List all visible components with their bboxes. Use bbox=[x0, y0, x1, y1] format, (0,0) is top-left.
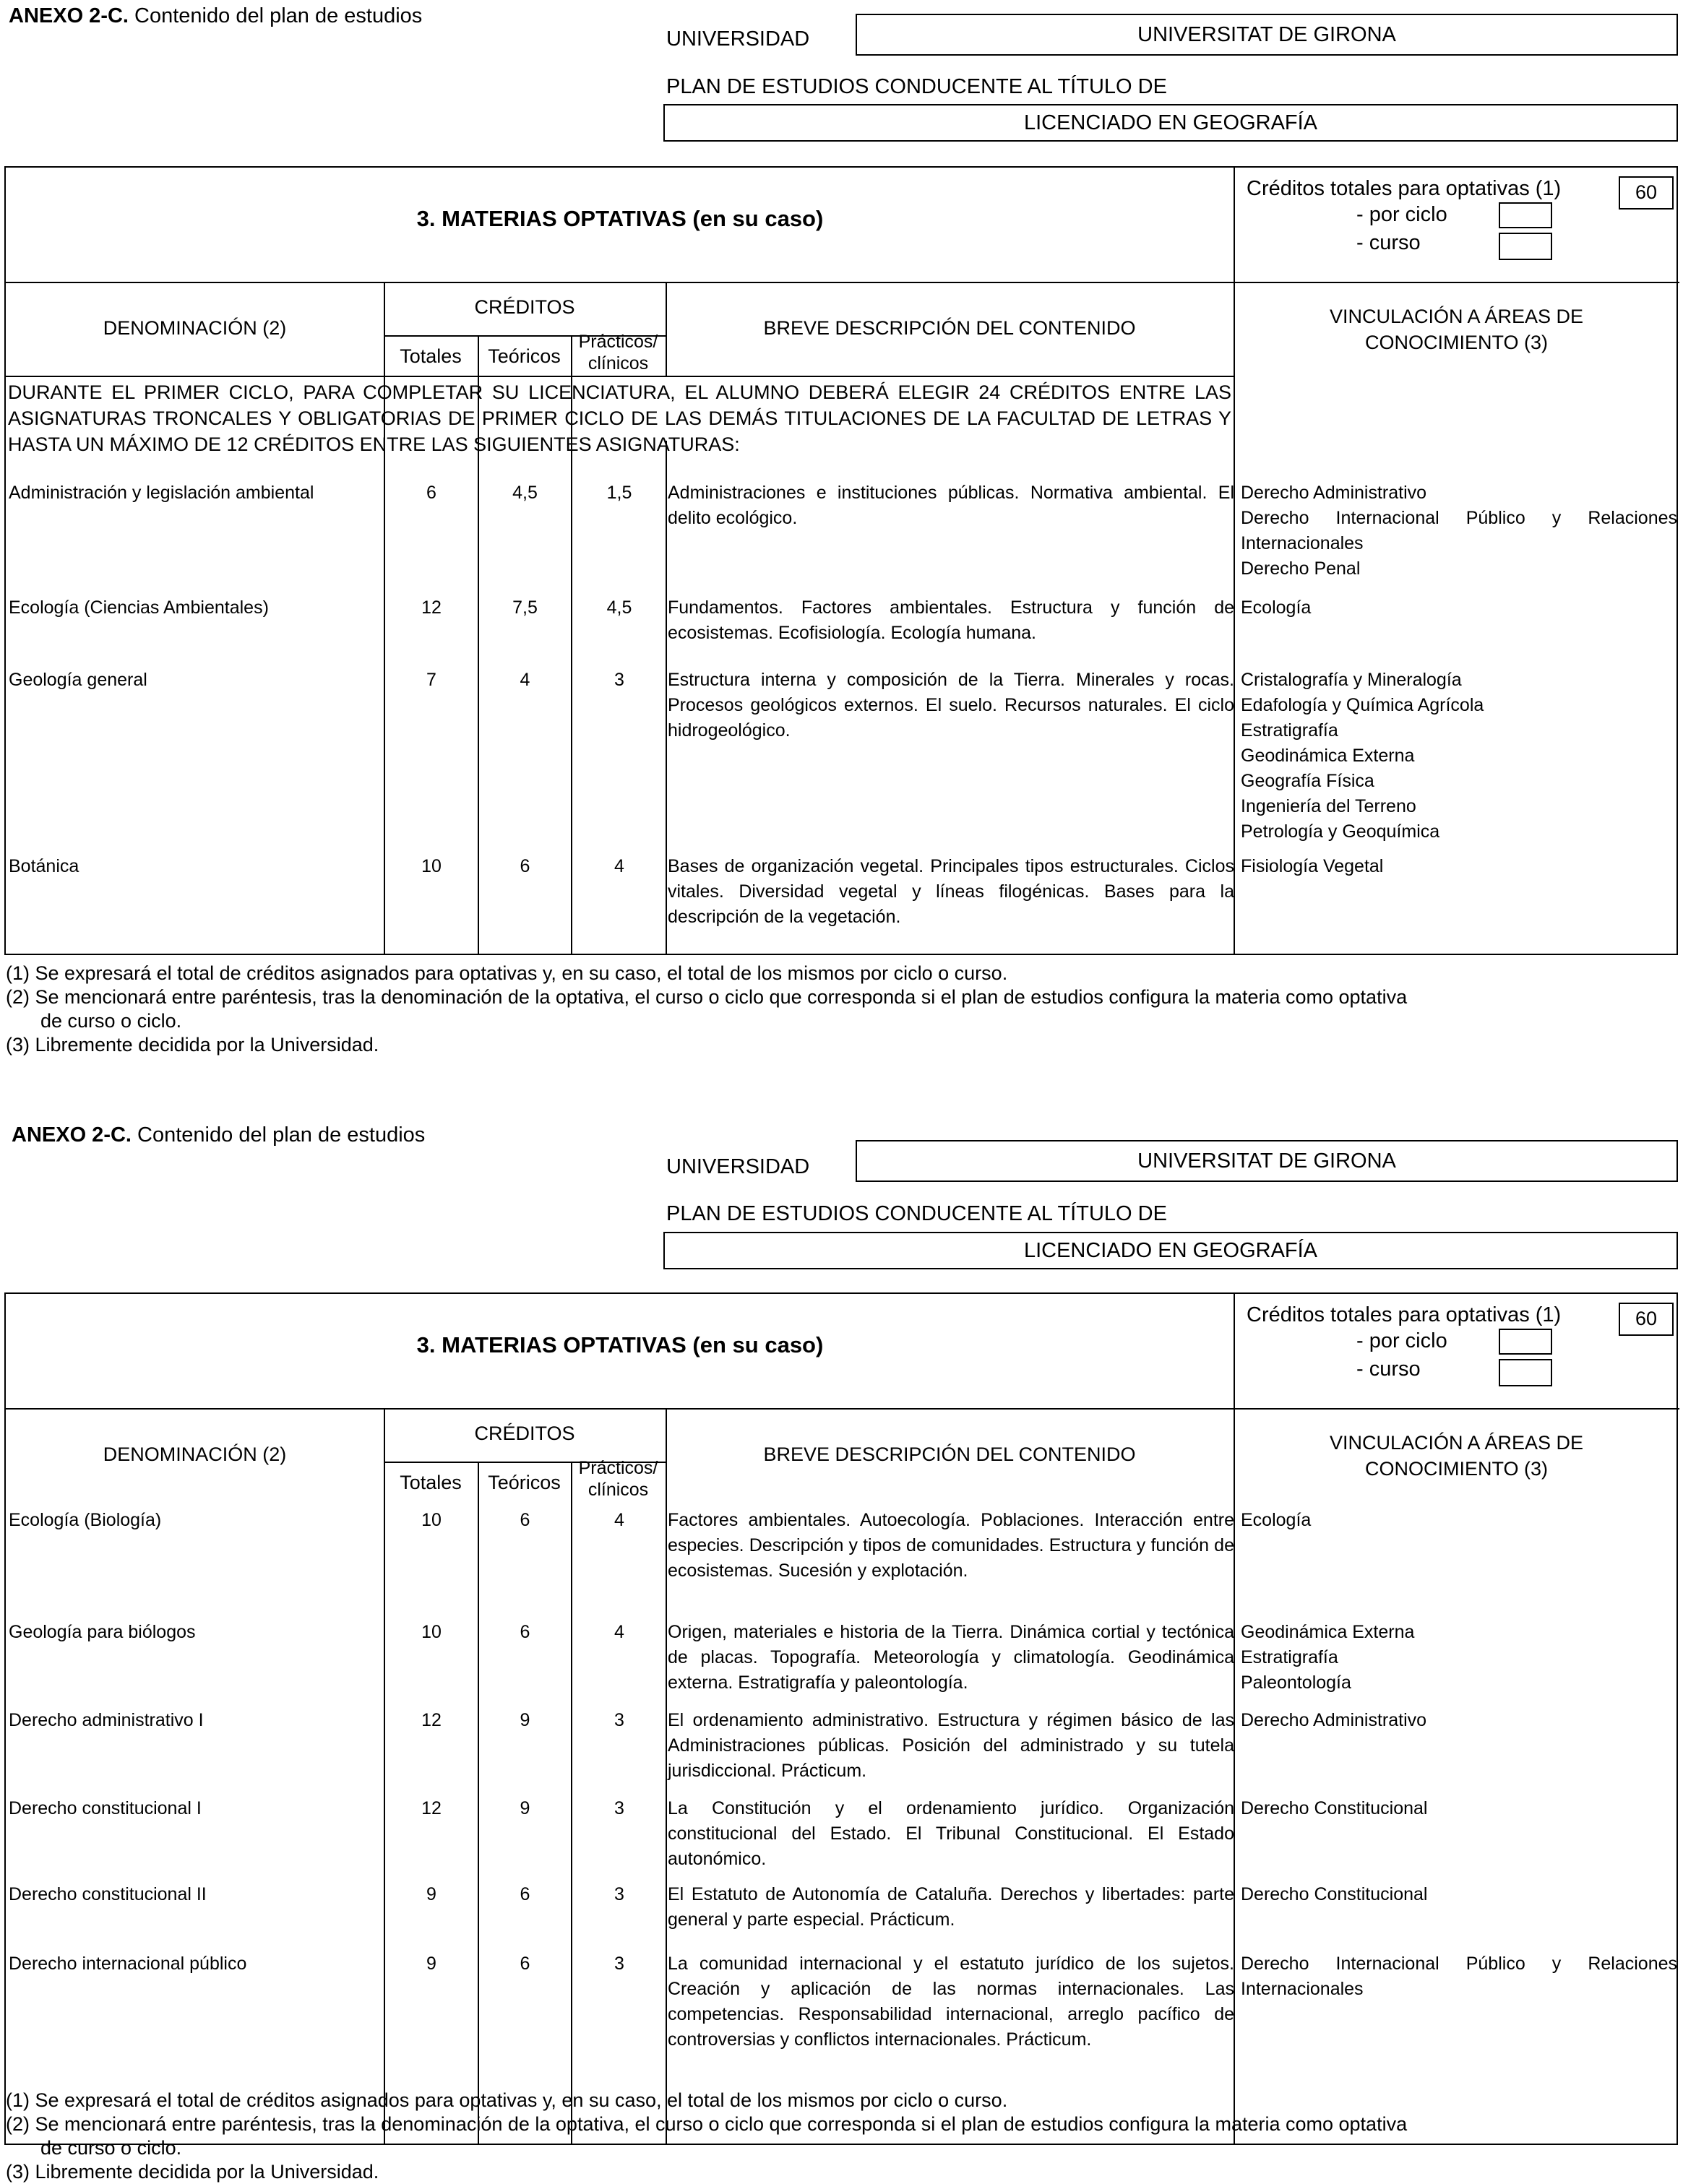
header-vinculacion: VINCULACIÓN A ÁREAS DE CONOCIMIENTO (3) bbox=[1329, 306, 1584, 353]
header-creditos: CRÉDITOS bbox=[474, 296, 575, 318]
page-2 bbox=[0, 1090, 1683, 2183]
intro-text: DURANTE EL PRIMER CICLO, PARA COMPLETAR SU LICENCIATURA, EL ALUMNO DEBERÁ ELEGIR 24 CRÉDITOS ENTRE LAS ASIGNATURAS TRONCALES Y OBLIGATORIAS DE PRIMER CICLO DE LAS DEMÁS TITULACIONES DE LA FACULTAD DE LETRAS Y HASTA UN MÁXIMO DE 12 CRÉDITOS ENTRE LAS SIGUIENTES ASIGNATURAS: bbox=[8, 381, 1231, 455]
per-course-box bbox=[1499, 1359, 1552, 1386]
header-teoricos: Teóricos bbox=[488, 345, 561, 367]
total-credits-value: 60 bbox=[1619, 1303, 1674, 1336]
header-practicos: Prácticos/ clínicos bbox=[578, 1458, 658, 1500]
page-1 bbox=[0, 0, 1683, 1090]
header-totales: Totales bbox=[400, 1472, 462, 1493]
header-breve: BREVE DESCRIPCIÓN DEL CONTENIDO bbox=[763, 317, 1136, 339]
courses-table: 3. MATERIAS OPTATIVAS (en su caso) Créditos totales para optativas (1) - por ciclo - curso 60 DENOMINACIÓN (2) CRÉDITOS Totales Teóricos Prácticos/ clínicos BREVE DESCRIPCIÓN DEL CONTENIDO VINCULACIÓN A ÁREAS DE CONOCIMIENTO (3) Ecología (Biología) 10 6 4 Factores ambientales. Autoecología. Poblaciones. Interacción entre especies. Descripción y tipos de comunidades. Estructura y función de ecosistemas. Sucesión y explotación. Ecología Geología para biólogos 10 6 4 Origen, materiales e historia de la Tierra. Dinámica cortial y tectónica de placas. Topografía. Meteorología y climatología. Geodinámica externa. Estratigrafía y paleontología. Geodinámica Externa Estratigrafía Paleontología Derecho administrativo I 12 9 3 El ordenamiento administrativo. Estructura y régimen básico de las Administraciones públicas. Posición del administrado y su tutela jurisdiccional. Prácticum. Derecho Administrativo Derecho constitucional I 12 9 3 La Constitución y el ordenamiento jurídico. Organización constitucional del Estado. El Tribunal Constitucional. El Estado autonómico. Derecho Constitucional Derecho constitucional II 9 6 3 El Estatuto de Autonomía de Cataluña. Derechos y libertades: parte general y parte especial. Prácticum. Derecho Constitucional Derecho internacional público 9 6 3 La comunidad internacional y el estatuto jurídico de los sujetos. Creación y aplicación de las normas internacionales. Las competencias. Responsabilidad internacional, arreglo pacífico de controversias y conflictos internacionales. Prácticum. Derecho Internacional Público y Relaciones Internacionales bbox=[4, 1292, 1678, 2145]
header-creditos: CRÉDITOS bbox=[474, 1423, 575, 1444]
header-vinculacion: VINCULACIÓN A ÁREAS DE CONOCIMIENTO (3) bbox=[1329, 1432, 1584, 1480]
plan-label: PLAN DE ESTUDIOS CONDUCENTE AL TÍTULO DE bbox=[666, 1202, 1167, 1225]
footnotes: (1) Se expresará el total de créditos asignados para optativas y, en su caso, el total de los mismos por ciclo o curso. (2) Se mencionará entre paréntesis, tras la denominación de la optativa, el curso o ciclo que corresponda si el plan de estudios configura la materia como optativa de curso o ciclo. (3) Libremente decidida por la Universidad. bbox=[6, 962, 1408, 1056]
university-name: UNIVERSITAT DE GIRONA bbox=[856, 14, 1678, 56]
header-denominacion: DENOMINACIÓN (2) bbox=[103, 317, 287, 339]
university-label: UNIVERSIDAD bbox=[666, 27, 810, 51]
header-practicos: Prácticos/ clínicos bbox=[578, 332, 658, 374]
header-denominacion: DENOMINACIÓN (2) bbox=[103, 1443, 287, 1465]
section-title: 3. MATERIAS OPTATIVAS (en su caso) bbox=[416, 206, 824, 231]
header-teoricos: Teóricos bbox=[488, 1472, 561, 1493]
total-credits-value: 60 bbox=[1619, 176, 1674, 210]
degree-title: LICENCIADO EN GEOGRAFÍA bbox=[663, 104, 1678, 142]
university-label: UNIVERSIDAD bbox=[666, 1155, 810, 1178]
per-cycle-box bbox=[1499, 202, 1552, 228]
annex-heading: ANEXO 2-C. Contenido del plan de estudios bbox=[9, 4, 423, 27]
plan-label: PLAN DE ESTUDIOS CONDUCENTE AL TÍTULO DE bbox=[666, 75, 1167, 98]
header-breve: BREVE DESCRIPCIÓN DEL CONTENIDO bbox=[763, 1443, 1136, 1465]
total-credits-label: Créditos totales para optativas (1) - por ciclo - curso bbox=[1247, 1303, 1562, 1381]
section-title: 3. MATERIAS OPTATIVAS (en su caso) bbox=[416, 1332, 824, 1358]
total-credits-label: Créditos totales para optativas (1) - por ciclo - curso bbox=[1247, 177, 1562, 254]
degree-title: LICENCIADO EN GEOGRAFÍA bbox=[663, 1232, 1678, 1269]
courses-table: 3. MATERIAS OPTATIVAS (en su caso) Créditos totales para optativas (1) - por ciclo - curso 60 DENOMINACIÓN (2) CRÉDITOS Totales Teóricos Prácticos/ clínicos BREVE DESCRIPCIÓN DEL CONTENIDO VINCULACIÓN A ÁREAS DE CONOCIMIENTO (3) DURANTE EL PRIMER CICLO, PARA COMPLETAR SU LICENCIATURA, EL ALUMNO DEBERÁ ELEGIR 24 CRÉDITOS ENTRE LAS ASIGNATURAS TRONCALES Y OBLIGATORIAS DE PRIMER CICLO DE LAS DEMÁS TITULACIONES DE LA FACULTAD DE LETRAS Y HASTA UN MÁXIMO DE 12 CRÉDITOS ENTRE LAS SIGUIENTES ASIGNATURAS: Administración y legislación ambiental 6 4,5 1,5 Administraciones e instituciones públicas. Normativa ambiental. El delito ecológico. Derecho Administrativo Derecho Internacional Público y Relaciones Internacionales Derecho Penal Ecología (Ciencias Ambientales) 12 7,5 4,5 Fundamentos. Factores ambientales. Estructura y función de ecosistemas. Ecofisiología. Ecología humana. Ecología Geología general 7 4 3 Estructura interna y composición de la Tierra. Minerales y rocas. Procesos geológicos externos. El suelo. Recursos naturales. El ciclo hidrogeológico. Cristalografía y Mineralogía Edafología y Química Agrícola Estratigrafía Geodinámica Externa Geografía Física Ingeniería del Terreno Petrología y Geoquímica Botánica 10 6 4 Bases de organización vegetal. Principales tipos estructurales. Ciclos vitales. Diversidad vegetal y líneas filogénicas. Bases para la descripción de la vegetación. Fisiología Vegetal bbox=[4, 166, 1678, 955]
per-cycle-box bbox=[1499, 1329, 1552, 1355]
footnotes: (1) Se expresará el total de créditos asignados para optativas y, en su caso, el total de los mismos por ciclo o curso. (2) Se mencionará entre paréntesis, tras la denominación de la optativa, el curso o ciclo que corresponda si el plan de estudios configura la materia como optativa de curso o ciclo. (3) Libremente decidida por la Universidad. bbox=[6, 2089, 1408, 2183]
university-name: UNIVERSITAT DE GIRONA bbox=[856, 1140, 1678, 1182]
annex-heading: ANEXO 2-C. Contenido del plan de estudios bbox=[12, 1123, 426, 1147]
per-course-box bbox=[1499, 233, 1552, 260]
header-totales: Totales bbox=[400, 345, 462, 367]
